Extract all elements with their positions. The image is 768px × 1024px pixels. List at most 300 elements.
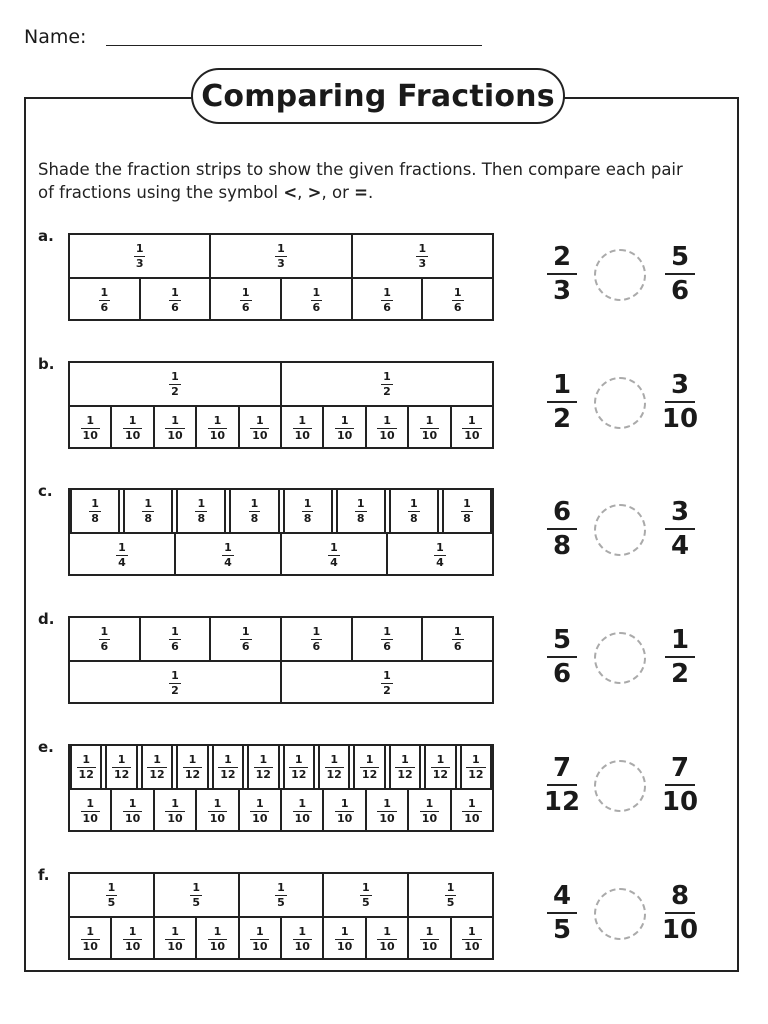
cell-fraction — [462, 415, 481, 442]
cell-denominator: 3 — [135, 256, 144, 270]
cell-numerator: 1 — [259, 752, 268, 766]
strip-cell[interactable] — [112, 918, 154, 960]
cell-denominator: 10 — [124, 811, 141, 825]
cell-denominator: 6 — [453, 639, 462, 653]
strip-cell[interactable] — [240, 790, 282, 832]
strip-cell[interactable] — [155, 874, 240, 916]
strip-cell[interactable] — [70, 874, 155, 916]
cell-numerator: 1 — [128, 413, 137, 427]
cell-denominator: 12 — [220, 767, 236, 781]
cell-numerator: 1 — [340, 924, 349, 938]
strip-cell[interactable] — [282, 662, 492, 704]
cell-denominator: 5 — [361, 895, 370, 909]
cell-fraction — [142, 498, 154, 525]
cell-fraction — [106, 882, 118, 909]
cell-fraction — [462, 926, 481, 953]
strip-cell[interactable] — [324, 407, 366, 449]
strip-cell[interactable] — [197, 407, 239, 449]
problem-letter: d. — [38, 610, 55, 628]
strip-cell[interactable] — [353, 746, 385, 788]
cell-numerator: 1 — [383, 624, 391, 638]
cell-fraction — [134, 243, 146, 270]
cell-fraction — [381, 626, 393, 653]
left-numerator: 7 — [552, 753, 572, 783]
strip-cell[interactable] — [211, 235, 352, 277]
instructions — [38, 158, 718, 204]
strip-row-bottom — [70, 407, 492, 449]
fraction-bar — [547, 656, 577, 658]
fraction-strip — [68, 616, 494, 704]
cell-denominator: 3 — [277, 256, 285, 270]
cell-fraction — [275, 243, 287, 270]
cell-denominator: 3 — [418, 256, 427, 270]
strip-cell[interactable] — [324, 918, 366, 960]
cell-denominator: 4 — [118, 555, 126, 569]
cell-fraction — [293, 798, 312, 825]
cell-denominator: 10 — [464, 811, 480, 825]
strip-cell[interactable] — [70, 534, 176, 576]
right-fraction — [658, 882, 702, 944]
problem-a — [0, 227, 768, 325]
strip-cell[interactable] — [155, 407, 197, 449]
instructions-end: . — [367, 183, 374, 202]
cell-fraction — [208, 926, 227, 953]
cell-denominator: 6 — [241, 300, 250, 314]
instructions-sep-2: , or — [321, 183, 355, 202]
cell-denominator: 10 — [464, 428, 480, 442]
strip-cell[interactable] — [282, 407, 324, 449]
strip-cell[interactable] — [155, 790, 197, 832]
strip-cell[interactable] — [409, 918, 451, 960]
cell-denominator: 2 — [171, 683, 179, 697]
strip-cell[interactable] — [70, 746, 102, 788]
strip-cell[interactable] — [336, 490, 386, 532]
strip-cell[interactable] — [353, 618, 424, 660]
cell-numerator: 1 — [383, 285, 391, 299]
strip-cell[interactable] — [282, 790, 324, 832]
cell-denominator: 10 — [167, 811, 183, 825]
cell-denominator: 10 — [252, 939, 268, 953]
strip-cell[interactable] — [141, 746, 173, 788]
cell-denominator: 10 — [336, 939, 353, 953]
cell-fraction — [355, 498, 367, 525]
left-fraction — [540, 882, 584, 944]
symbol-equals: = — [354, 183, 368, 202]
strip-cell[interactable] — [70, 790, 112, 832]
cell-denominator: 10 — [464, 939, 480, 953]
cell-numerator: 1 — [86, 413, 95, 427]
strip-cell[interactable] — [324, 874, 409, 916]
cell-numerator: 1 — [383, 369, 391, 383]
symbol-less-than: < — [283, 183, 298, 202]
answer-circle[interactable] — [594, 504, 646, 556]
cell-numerator: 1 — [224, 752, 232, 766]
cell-fraction — [240, 287, 252, 314]
strip-cell[interactable] — [452, 790, 492, 832]
cell-numerator: 1 — [256, 796, 264, 810]
fraction-bar — [547, 528, 577, 530]
cell-numerator: 1 — [294, 752, 303, 766]
strip-row-top — [70, 746, 492, 790]
strip-cell[interactable] — [282, 918, 324, 960]
answer-circle[interactable] — [594, 377, 646, 429]
cell-numerator: 1 — [330, 540, 338, 554]
cell-denominator: 8 — [303, 511, 312, 525]
cell-denominator: 8 — [197, 511, 206, 525]
cell-fraction — [452, 287, 464, 314]
right-numerator: 1 — [670, 625, 690, 655]
cell-denominator: 10 — [82, 811, 98, 825]
cell-numerator: 1 — [117, 752, 126, 766]
cell-fraction — [240, 626, 252, 653]
cell-denominator: 12 — [468, 767, 484, 781]
cell-fraction — [466, 754, 485, 781]
strip-cell[interactable] — [211, 618, 282, 660]
strip-cell[interactable] — [197, 790, 239, 832]
strip-row-bottom — [70, 790, 492, 832]
instructions-line-1: Shade the fraction strips to show the given fractions. Then compare each pair — [38, 160, 683, 179]
cell-denominator: 12 — [255, 767, 271, 781]
strip-row-bottom — [70, 534, 492, 576]
cell-fraction — [377, 798, 396, 825]
strip-cell[interactable] — [70, 662, 282, 704]
strip-cell[interactable] — [318, 746, 350, 788]
right-fraction — [658, 371, 702, 433]
cell-numerator: 1 — [340, 796, 349, 810]
cell-denominator: 8 — [409, 511, 418, 525]
cell-fraction — [249, 498, 261, 525]
cell-numerator: 1 — [128, 924, 137, 938]
cell-numerator: 1 — [401, 752, 409, 766]
cell-denominator: 10 — [379, 811, 395, 825]
strip-cell[interactable] — [229, 490, 279, 532]
cell-numerator: 1 — [277, 880, 285, 894]
cell-numerator: 1 — [86, 924, 95, 938]
cell-fraction — [169, 670, 181, 697]
cell-numerator: 1 — [425, 796, 434, 810]
cell-numerator: 1 — [383, 796, 391, 810]
cell-denominator: 10 — [252, 428, 268, 442]
strip-cell[interactable] — [282, 618, 353, 660]
cell-denominator: 6 — [312, 300, 321, 314]
strip-cell[interactable] — [367, 790, 409, 832]
strip-cell[interactable] — [70, 279, 141, 321]
problem-letter: e. — [38, 738, 54, 756]
strip-cell[interactable] — [155, 918, 197, 960]
cell-numerator: 1 — [171, 285, 179, 299]
cell-numerator: 1 — [171, 413, 179, 427]
cell-fraction — [381, 287, 393, 314]
strip-cell[interactable] — [353, 235, 492, 277]
cell-fraction — [99, 287, 111, 314]
cell-numerator: 1 — [436, 752, 445, 766]
strip-cell[interactable] — [70, 235, 211, 277]
cell-denominator: 6 — [383, 639, 391, 653]
strip-cell[interactable] — [367, 407, 409, 449]
left-fraction — [540, 498, 584, 560]
strip-cell[interactable] — [389, 490, 439, 532]
cell-numerator: 1 — [250, 496, 259, 510]
cell-fraction — [165, 926, 184, 953]
strip-cell[interactable] — [212, 746, 244, 788]
strip-cell[interactable] — [282, 534, 388, 576]
cell-numerator: 1 — [463, 496, 471, 510]
cell-fraction — [311, 626, 323, 653]
right-fraction — [658, 498, 702, 560]
right-numerator: 5 — [670, 242, 690, 272]
strip-cell[interactable] — [452, 407, 492, 449]
strip-cell[interactable] — [409, 790, 451, 832]
strip-cell[interactable] — [367, 918, 409, 960]
cell-denominator: 6 — [171, 300, 179, 314]
strip-cell[interactable] — [423, 279, 492, 321]
cell-numerator: 1 — [303, 496, 312, 510]
strip-cell[interactable] — [70, 918, 112, 960]
strip-cell[interactable] — [70, 490, 120, 532]
cell-denominator: 2 — [171, 384, 179, 398]
strip-cell[interactable] — [70, 363, 282, 405]
cell-fraction — [169, 626, 181, 653]
cell-numerator: 1 — [82, 752, 91, 766]
cell-numerator: 1 — [128, 796, 137, 810]
cell-numerator: 1 — [312, 285, 321, 299]
strip-cell[interactable] — [442, 490, 492, 532]
cell-denominator: 10 — [209, 811, 226, 825]
cell-fraction — [360, 882, 372, 909]
strip-cell[interactable] — [389, 746, 421, 788]
fraction-bar — [547, 784, 577, 786]
strip-row-top — [70, 618, 492, 662]
strip-cell[interactable] — [424, 746, 456, 788]
cell-denominator: 5 — [446, 895, 455, 909]
fraction-bar — [665, 273, 695, 275]
cell-fraction — [328, 542, 340, 569]
instructions-sep-1: , — [297, 183, 308, 202]
cell-fraction — [81, 415, 100, 442]
strip-cell[interactable] — [141, 618, 212, 660]
left-numerator: 2 — [552, 242, 572, 272]
cell-fraction — [381, 371, 393, 398]
cell-numerator: 1 — [383, 924, 391, 938]
strip-cell[interactable] — [240, 918, 282, 960]
instructions-prefix: of fractions using the symbol — [38, 183, 284, 202]
strip-cell[interactable] — [283, 490, 333, 532]
strip-cell[interactable] — [240, 874, 325, 916]
cell-fraction — [461, 498, 473, 525]
cell-denominator: 10 — [124, 939, 141, 953]
fraction-bar — [665, 912, 695, 914]
strip-cell[interactable] — [282, 279, 353, 321]
cell-denominator: 8 — [144, 511, 153, 525]
cell-denominator: 10 — [82, 939, 98, 953]
answer-circle[interactable] — [594, 249, 646, 301]
cell-fraction — [195, 498, 207, 525]
cell-numerator: 1 — [365, 752, 374, 766]
cell-numerator: 1 — [118, 540, 126, 554]
strip-row-top — [70, 363, 492, 407]
fraction-bar — [665, 528, 695, 530]
cell-numerator: 1 — [197, 496, 206, 510]
strip-row-bottom — [70, 662, 492, 704]
answer-circle[interactable] — [594, 632, 646, 684]
strip-cell[interactable] — [460, 746, 492, 788]
comparison — [540, 498, 720, 568]
cell-numerator: 1 — [256, 924, 264, 938]
cell-fraction — [208, 415, 227, 442]
left-denominator: 5 — [552, 915, 572, 945]
cell-denominator: 4 — [330, 555, 338, 569]
cell-numerator: 1 — [91, 496, 99, 510]
problem-f — [0, 866, 768, 964]
cell-fraction — [169, 371, 181, 398]
left-denominator: 2 — [552, 404, 572, 434]
cell-numerator: 1 — [171, 624, 179, 638]
cell-fraction — [147, 754, 166, 781]
right-denominator: 6 — [670, 276, 690, 306]
right-numerator: 3 — [670, 370, 690, 400]
strip-cell[interactable] — [112, 407, 154, 449]
cell-fraction — [275, 882, 287, 909]
cell-denominator: 10 — [209, 939, 226, 953]
cell-fraction — [89, 498, 101, 525]
problem-letter: f. — [38, 866, 50, 884]
strip-cell[interactable] — [240, 407, 282, 449]
problem-letter: b. — [38, 355, 55, 373]
cell-fraction — [190, 882, 202, 909]
strip-cell[interactable] — [409, 407, 451, 449]
cell-numerator: 1 — [153, 752, 161, 766]
cell-fraction — [434, 542, 446, 569]
strip-cell[interactable] — [70, 407, 112, 449]
cell-denominator: 12 — [326, 767, 342, 781]
cell-numerator: 1 — [241, 624, 250, 638]
left-numerator: 4 — [552, 881, 572, 911]
cell-denominator: 10 — [294, 428, 310, 442]
problem-letter: c. — [38, 482, 53, 500]
strip-cell[interactable] — [353, 279, 424, 321]
left-denominator: 6 — [552, 659, 572, 689]
cell-denominator: 10 — [82, 428, 98, 442]
cell-fraction — [325, 754, 344, 781]
cell-denominator: 10 — [167, 939, 183, 953]
cell-numerator: 1 — [256, 413, 264, 427]
fraction-bar — [547, 912, 577, 914]
cell-fraction — [302, 498, 314, 525]
answer-circle[interactable] — [594, 888, 646, 940]
cell-fraction — [452, 626, 464, 653]
strip-cell[interactable] — [452, 918, 492, 960]
strip-cell[interactable] — [324, 790, 366, 832]
cell-numerator: 1 — [468, 413, 476, 427]
cell-numerator: 1 — [100, 624, 109, 638]
cell-denominator: 10 — [167, 428, 183, 442]
strip-cell[interactable] — [409, 874, 492, 916]
cell-denominator: 5 — [277, 895, 285, 909]
cell-numerator: 1 — [468, 924, 476, 938]
strip-cell[interactable] — [70, 618, 141, 660]
cell-fraction — [123, 798, 142, 825]
cell-denominator: 8 — [250, 511, 259, 525]
cell-fraction — [293, 415, 312, 442]
cell-denominator: 6 — [241, 639, 250, 653]
strip-cell[interactable] — [176, 534, 282, 576]
cell-numerator: 1 — [171, 369, 179, 383]
cell-numerator: 1 — [213, 796, 222, 810]
cell-numerator: 1 — [192, 880, 201, 894]
cell-fraction — [360, 754, 379, 781]
cell-denominator: 2 — [383, 384, 391, 398]
strip-cell[interactable] — [105, 746, 137, 788]
cell-fraction — [311, 287, 323, 314]
strip-cell[interactable] — [423, 618, 492, 660]
right-fraction — [658, 754, 702, 816]
fraction-strip — [68, 233, 494, 321]
strip-cell[interactable] — [282, 363, 492, 405]
strip-cell[interactable] — [388, 534, 492, 576]
cell-fraction — [81, 926, 100, 953]
answer-circle[interactable] — [594, 760, 646, 812]
cell-fraction — [112, 754, 131, 781]
cell-fraction — [116, 542, 128, 569]
worksheet-title: Comparing Fractions — [191, 68, 565, 124]
cell-numerator: 1 — [472, 752, 480, 766]
cell-numerator: 1 — [425, 413, 434, 427]
fraction-bar — [665, 401, 695, 403]
cell-denominator: 10 — [252, 811, 268, 825]
cell-fraction — [99, 626, 111, 653]
cell-denominator: 12 — [291, 767, 307, 781]
cell-numerator: 1 — [277, 241, 285, 255]
strip-cell[interactable] — [283, 746, 315, 788]
cell-numerator: 1 — [340, 413, 349, 427]
cell-fraction — [395, 754, 414, 781]
strip-cell[interactable] — [123, 490, 173, 532]
cell-denominator: 10 — [124, 428, 141, 442]
strip-cell[interactable] — [211, 279, 282, 321]
cell-numerator: 1 — [468, 796, 476, 810]
strip-cell[interactable] — [176, 746, 208, 788]
fraction-strip — [68, 744, 494, 832]
cell-numerator: 1 — [298, 413, 307, 427]
strip-cell[interactable] — [141, 279, 212, 321]
strip-cell[interactable] — [112, 790, 154, 832]
cell-denominator: 10 — [379, 939, 395, 953]
cell-numerator: 1 — [135, 241, 144, 255]
fraction-strip — [68, 872, 494, 960]
strip-cell[interactable] — [197, 918, 239, 960]
right-denominator: 4 — [670, 531, 690, 561]
cell-denominator: 6 — [100, 300, 109, 314]
cell-denominator: 10 — [379, 428, 395, 442]
problem-letter: a. — [38, 227, 54, 245]
strip-cell[interactable] — [247, 746, 279, 788]
cell-fraction — [165, 415, 184, 442]
cell-denominator: 10 — [294, 811, 310, 825]
cell-numerator: 1 — [107, 880, 116, 894]
cell-fraction — [445, 882, 457, 909]
comparison — [540, 371, 720, 441]
cell-fraction — [169, 287, 181, 314]
cell-fraction — [183, 754, 202, 781]
left-fraction — [540, 371, 584, 433]
cell-fraction — [165, 798, 184, 825]
right-denominator: 10 — [661, 404, 699, 434]
cell-fraction — [123, 415, 142, 442]
cell-fraction — [416, 243, 428, 270]
strip-cell[interactable] — [176, 490, 226, 532]
cell-numerator: 1 — [436, 540, 444, 554]
name-line[interactable] — [106, 45, 482, 46]
